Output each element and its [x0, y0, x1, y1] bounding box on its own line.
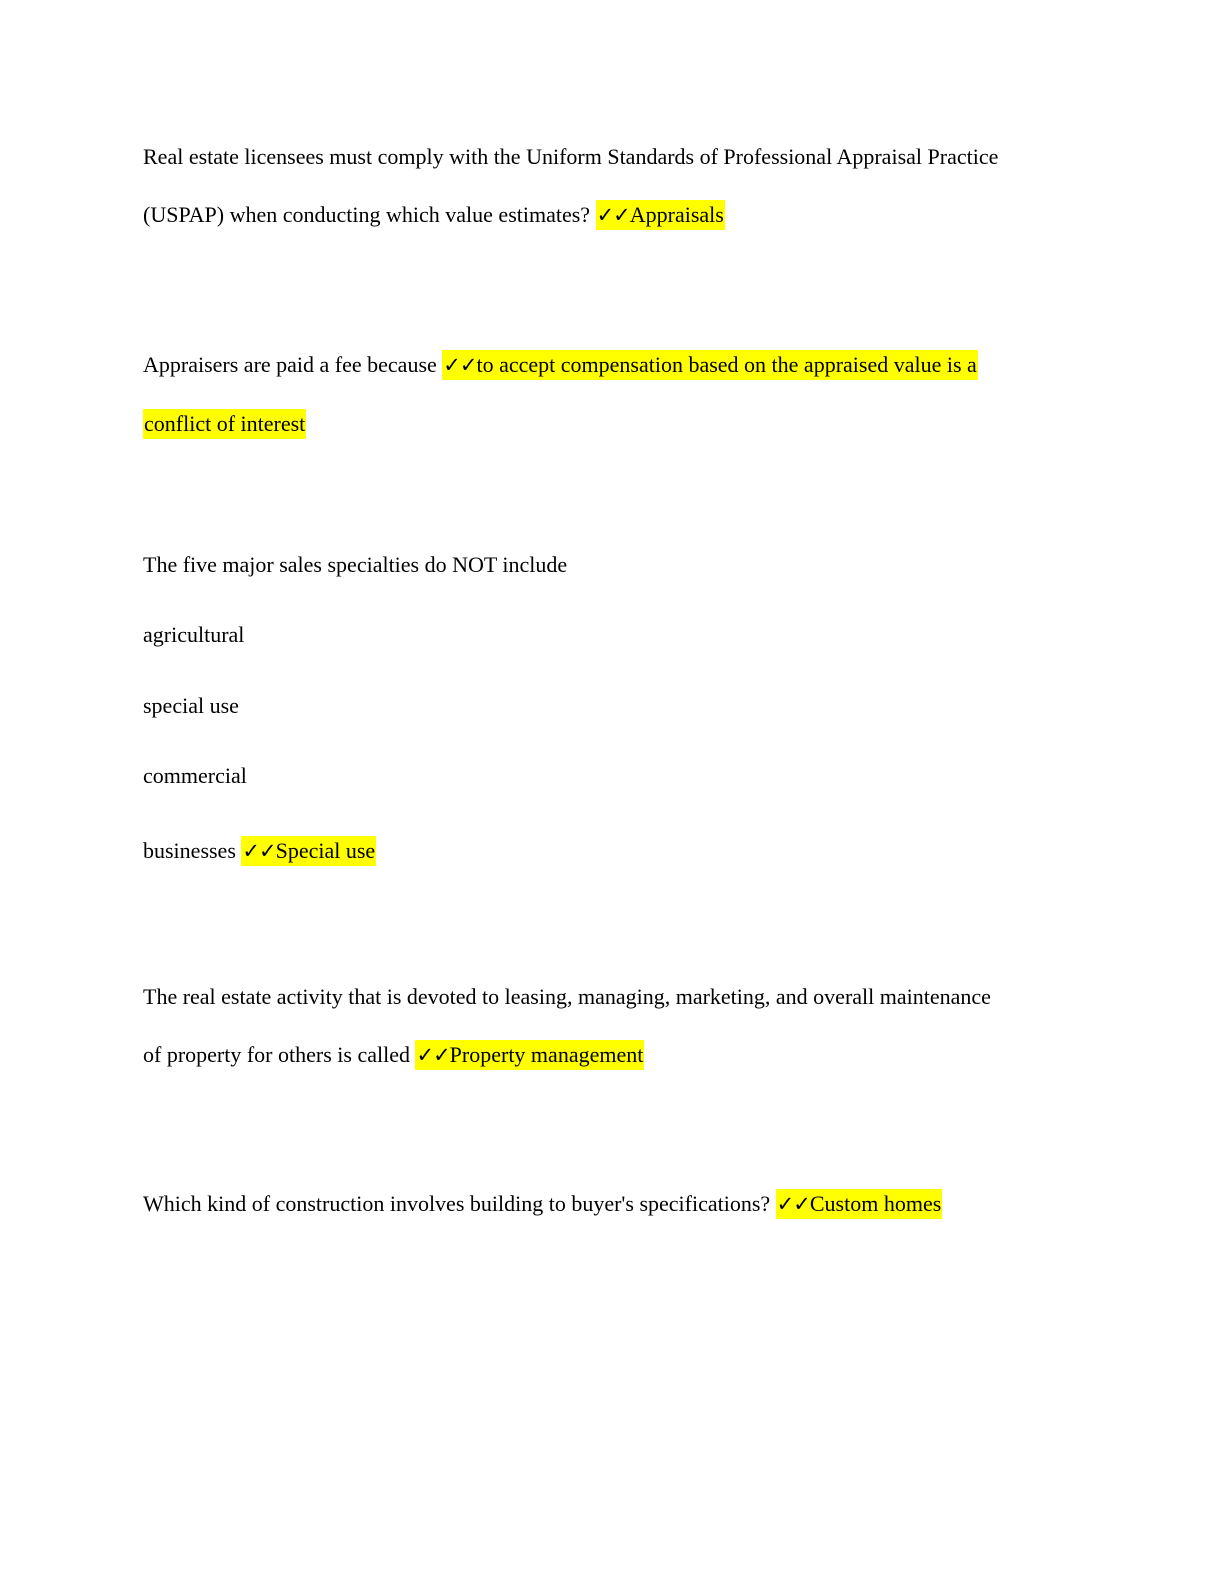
double-check-icon: ✓✓ — [242, 839, 276, 863]
answer-4-highlight — [415, 1040, 644, 1070]
answer-1-highlight — [596, 200, 725, 230]
double-check-icon: ✓✓ — [776, 1192, 810, 1216]
option-3-2-text: special use — [143, 693, 239, 718]
question-4-text-2: of property for others is called — [143, 1042, 410, 1067]
option-special-use — [143, 692, 239, 720]
answer-2-text-1: to accept compensation based on the appraised value is a — [476, 352, 977, 377]
answer-3-text: Special use — [275, 838, 376, 863]
question-5-line-1 — [143, 1190, 942, 1218]
answer-5-highlight — [776, 1189, 943, 1219]
question-1-line-2 — [143, 201, 725, 229]
option-commercial — [143, 762, 247, 790]
option-3-1-text: agricultural — [143, 622, 245, 647]
option-agricultural — [143, 621, 244, 649]
question-5-text-1: Which kind of construction involves building to buyer's specifications? — [143, 1191, 771, 1216]
question-2-line-1 — [143, 351, 978, 379]
question-1-text-2: (USPAP) when conducting which value estimates? — [143, 202, 591, 227]
option-3-3-text: commercial — [143, 763, 247, 788]
double-check-icon: ✓✓ — [443, 353, 477, 377]
answer-5-text: Custom homes — [809, 1191, 942, 1216]
double-check-icon: ✓✓ — [416, 1043, 450, 1067]
question-4-text-1: The real estate activity that is devoted to leasing, managing, marketing, and overall maintenance — [143, 984, 991, 1009]
answer-2-highlight-1 — [442, 350, 978, 380]
option-3-4-text: businesses — [143, 838, 236, 863]
answer-2-highlight-2: conflict of interest — [143, 409, 306, 439]
double-check-icon: ✓✓ — [596, 203, 630, 227]
question-4-line-1 — [143, 983, 991, 1011]
answer-3-highlight — [241, 836, 376, 866]
answer-1-text: Appraisals — [629, 202, 724, 227]
answer-2-line-2 — [143, 410, 306, 438]
question-1-text-1: Real estate licensees must comply with the Uniform Standards of Professional Appraisal Practice — [143, 144, 999, 169]
question-3-text-1: The five major sales specialties do NOT include — [143, 552, 568, 577]
question-3-line-1 — [143, 551, 567, 579]
question-2-text-1: Appraisers are paid a fee because — [143, 352, 437, 377]
answer-4-text: Property management — [449, 1042, 644, 1067]
question-1-line-1 — [143, 143, 998, 171]
option-businesses — [143, 837, 376, 865]
question-4-line-2 — [143, 1041, 644, 1069]
